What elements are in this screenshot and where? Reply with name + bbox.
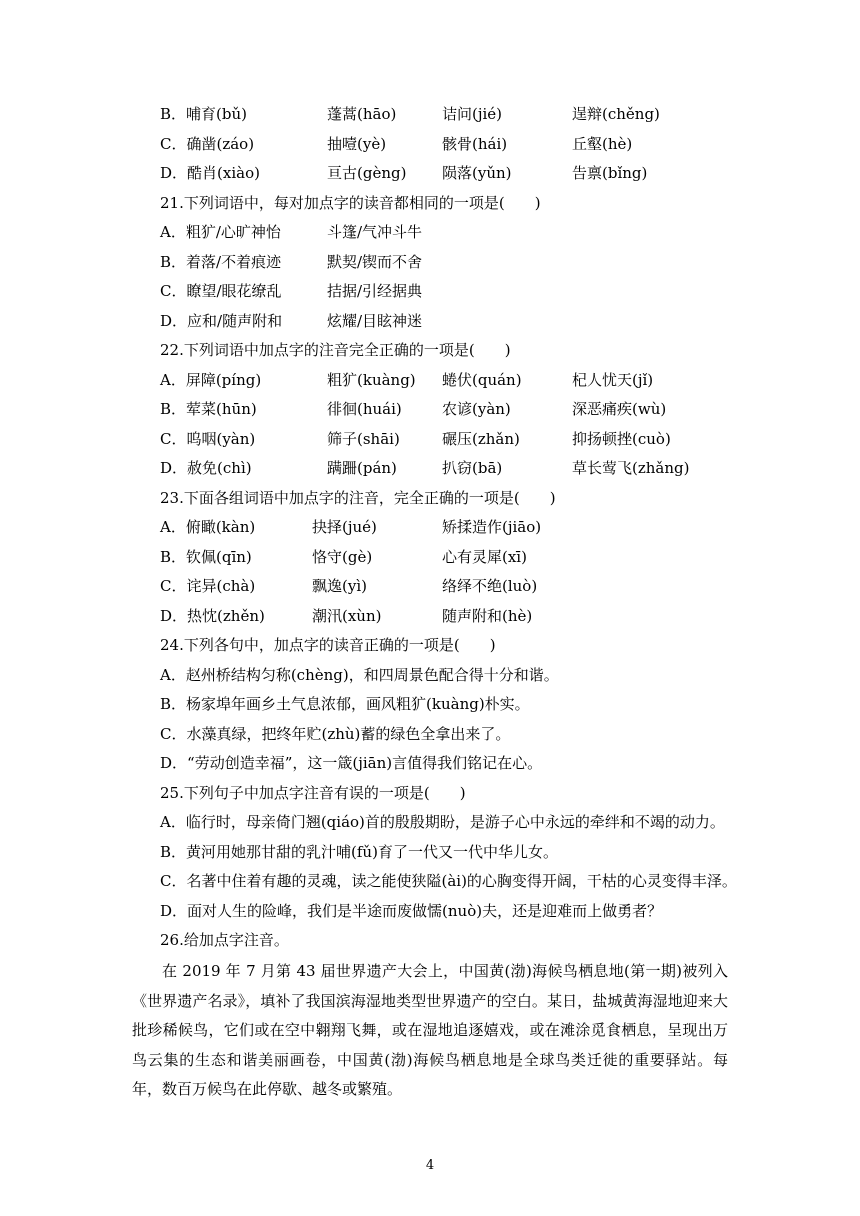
option-row [160, 130, 730, 160]
reading-passage [132, 957, 728, 1105]
option-line: A．赵州桥结构匀称(chèng)，和四周景色配合得十分和谐。 [160, 665, 559, 684]
option-item: 矫揉造作(jiāo) [442, 518, 542, 536]
question-stem: 21.下列词语中，每对加点字的读音都相同的一项是( ) [160, 193, 541, 212]
option-item: 蹒跚(pán) [327, 459, 397, 477]
option-item: 抉择(jué) [312, 518, 377, 536]
option-text: C．瞭望/眼花缭乱 [160, 282, 282, 300]
option-text: C．诧异(chà) [160, 577, 256, 595]
option-item: 默契/锲而不舍 [327, 252, 423, 271]
option-row [160, 513, 730, 543]
option-line: D．“劳动创造幸福”，这一箴(jiān)言值得我们铭记在心。 [160, 754, 543, 772]
option-text: B．荤菜(hūn) [160, 400, 257, 418]
option-text: A．粗犷/心旷神怡 [160, 223, 281, 241]
option-item: 深恶痛疾(wù) [572, 400, 667, 418]
option-item: 恪守(gè) [312, 547, 373, 566]
option-item: 飘逸(yì) [312, 577, 367, 595]
option-item: 络绎不绝(luò) [442, 577, 538, 595]
option-row [160, 543, 730, 573]
question-stem: 25.下列句子中加点字注音有误的一项是( ) [160, 783, 466, 802]
option-row [160, 454, 730, 484]
option-item: 炫耀/目眩神迷 [327, 311, 423, 330]
option-row [160, 277, 730, 307]
option-text: B．哺育(bǔ) [160, 105, 247, 123]
option-row [160, 602, 730, 632]
option-text: C．确凿(záo) [160, 134, 255, 153]
option-text: A．屏障(píng) [160, 370, 262, 389]
option-item: 骸骨(hái) [442, 134, 508, 153]
option-item: 陨落(yǔn) [442, 164, 512, 182]
option-line: C．名著中住着有趣的灵魂，读之能使狭隘(ài)的心胸变得开阔，干枯的心灵变得丰泽。 [160, 872, 737, 890]
option-item: 扒窃(bā) [442, 459, 503, 477]
option-item: 杞人忧天(jǐ) [572, 370, 654, 389]
option-text: D．应和/随声附和 [160, 311, 283, 330]
option-text: B．钦佩(qīn) [160, 547, 252, 566]
option-item: 逞辩(chěng) [572, 105, 660, 123]
question-stem: 22.下列词语中加点字的注音完全正确的一项是( ) [160, 341, 511, 359]
question-stem: 26.给加点字注音。 [160, 931, 289, 949]
question-stem: 24.下列各句中，加点字的读音正确的一项是( ) [160, 636, 496, 654]
option-item: 诘问(jié) [442, 105, 503, 123]
option-item: 草长莺飞(zhǎng) [572, 459, 690, 477]
option-row [160, 425, 730, 455]
question-content [160, 100, 737, 956]
option-item: 粗犷(kuàng) [327, 370, 416, 389]
passage-paragraph: 在 2019 年 7 月第 43 届世界遗产大会上，中国黄(渤)海候鸟栖息地(第一期)被列入《世界遗产名录》，填补了我国滨海湿地类型世界遗产的空白。某日，盐城黄海湿地迎来大批珍稀候鸟，它们或在空中翱翔飞舞，或在湿地追逐嬉戏，或在滩涂觅食栖息，呈现出万鸟云集的生态和谐美丽画卷，中国黄(渤)海候鸟栖息地是全球鸟类迁徙的重要驿站。每年，数百万候鸟在此停歇、越冬或繁殖。 [132, 962, 728, 1098]
option-row [160, 248, 730, 278]
option-row [160, 366, 730, 396]
option-line: A．临行时，母亲倚门翘(qiáo)首的殷殷期盼，是游子心中永远的牵绊和不竭的动力。 [160, 813, 725, 831]
option-item: 潮汛(xùn) [312, 606, 382, 625]
option-item: 斗篷/气冲斗牛 [327, 223, 423, 241]
option-line: B．黄河用她那甘甜的乳汁哺(fǔ)育了一代又一代中华儿女。 [160, 842, 558, 861]
option-row [160, 572, 730, 602]
option-row [160, 159, 730, 189]
page-number: 4 [425, 1158, 435, 1173]
option-text: A．俯瞰(kàn) [160, 518, 256, 536]
question-stem: 23.下面各组词语中加点字的注音，完全正确的一项是( ) [160, 488, 556, 507]
option-item: 随声附和(hè) [442, 606, 533, 625]
option-row [160, 100, 730, 130]
option-text: D．热忱(zhěn) [160, 606, 265, 625]
option-item: 心有灵犀(xī) [442, 547, 527, 566]
option-text: B．着落/不着痕迹 [160, 252, 282, 271]
option-item: 蜷伏(quán) [442, 370, 522, 389]
option-text: D．酷肖(xiào) [160, 164, 260, 182]
option-item: 拮据/引经据典 [327, 282, 423, 300]
option-line: B．杨家埠年画乡土气息浓郁，画风粗犷(kuàng)朴实。 [160, 695, 530, 713]
option-line: D．面对人生的险峰，我们是半途而废做懦(nuò)夫，还是迎难而上做勇者？ [160, 901, 663, 920]
option-text: D．赦免(chì) [160, 459, 252, 477]
option-item: 抑扬顿挫(cuò) [572, 429, 671, 448]
option-item: 徘徊(huái) [327, 400, 402, 418]
option-item: 亘古(gèng) [327, 164, 407, 182]
option-row [160, 395, 730, 425]
option-item: 丘壑(hè) [572, 134, 633, 153]
option-item: 碾压(zhǎn) [442, 429, 520, 448]
option-row [160, 218, 730, 248]
option-line: C．水藻真绿，把终年贮(zhù)蓄的绿色全拿出来了。 [160, 724, 511, 743]
option-row [160, 307, 730, 337]
option-item: 告禀(bǐng) [572, 164, 648, 182]
option-item: 筛子(shāi) [327, 429, 400, 448]
option-item: 蓬蒿(hāo) [327, 105, 397, 123]
option-text: C．呜咽(yàn) [160, 429, 256, 448]
option-item: 农谚(yàn) [442, 400, 511, 418]
option-item: 抽噎(yè) [327, 134, 387, 153]
